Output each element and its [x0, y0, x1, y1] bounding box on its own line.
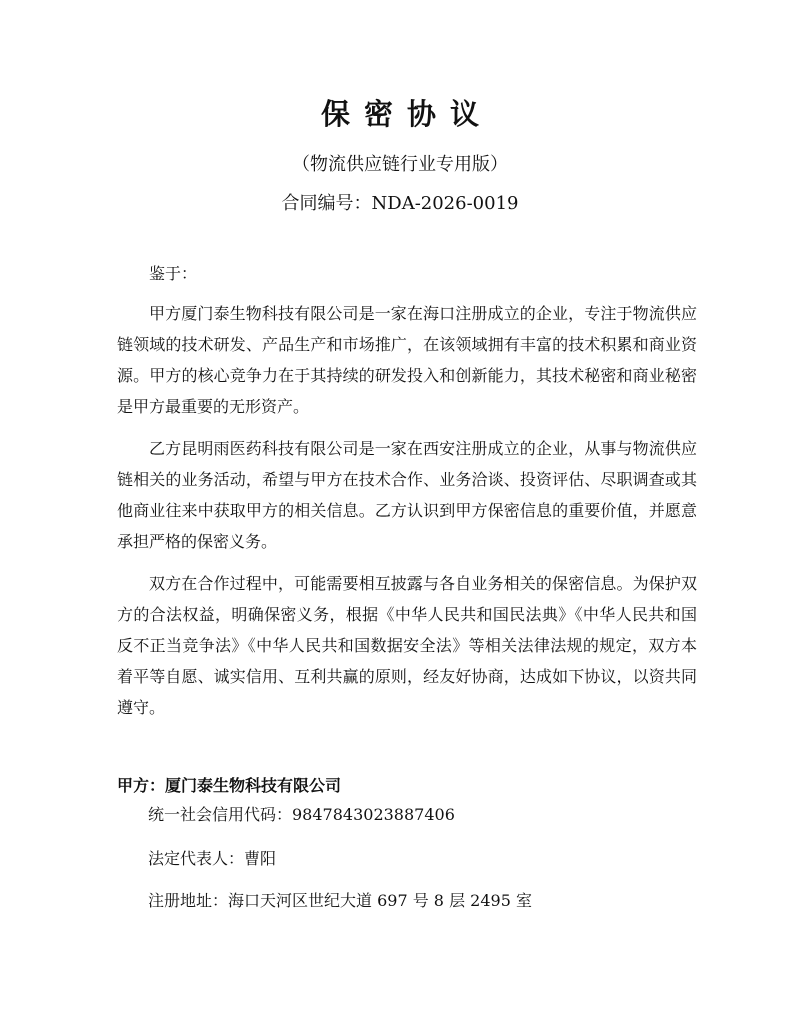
party-a-legal-representative: 法定代表人：曹阳 [148, 849, 277, 868]
party-a-address: 注册地址：海口天河区世纪大道 697 号 8 层 2495 室 [148, 891, 532, 910]
document-title: 保密协议 [320, 97, 493, 131]
party-a-credit-code: 统一社会信用代码：9847843023887406 [148, 805, 455, 824]
paragraph-party-a-intro: 甲方厦门泰生物科技有限公司是一家在海口注册成立的企业，专注于物流供应链领域的技术研发、产品生产和市场推广，在该领域拥有丰富的技术积累和商业资源。甲方的核心竞争力在于其持续的研发投入和创新能力，其技术秘密和商业秘密是甲方最重要的无形资产。 [117, 304, 697, 416]
whereas-label: 鉴于： [149, 264, 198, 283]
paragraph-purpose: 双方在合作过程中，可能需要相互披露与各自业务相关的保密信息。为保护双方的合法权益，明确保密义务，根据《中华人民共和国民法典》《中华人民共和国反不正当竞争法》《中华人民共和国数据安全法》等相关法律法规的规定，双方本着平等自愿、诚实信用、互利共赢的原则，经友好协商，达成如下协议，以资共同遵守。 [117, 574, 697, 717]
party-a-header: 甲方：厦门泰生物科技有限公司 [117, 776, 342, 795]
paragraph-party-b-intro: 乙方昆明雨医药科技有限公司是一家在西安注册成立的企业，从事与物流供应链相关的业务活动，希望与甲方在技术合作、业务洽谈、投资评估、尽职调查或其他商业往来中获取甲方的相关信息。乙方认识到甲方保密信息的重要价值，并愿意承担严格的保密义务。 [117, 439, 697, 551]
document-subtitle: （物流供应链行业专用版） [292, 154, 508, 175]
contract-number: 合同编号：NDA-2026-0019 [281, 193, 519, 214]
